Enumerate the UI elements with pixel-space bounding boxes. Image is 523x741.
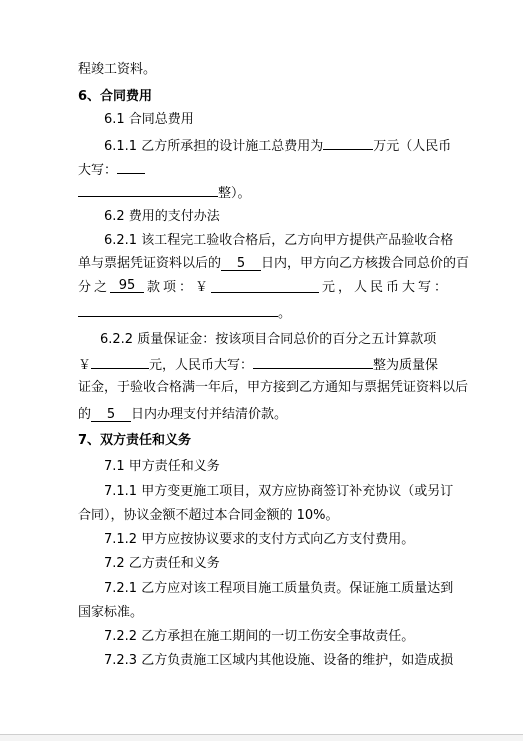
text-line: 分 之 95 款 项 ： ￥ 元 ， 人 民 币 大 写 ： [78,278,447,295]
page-bottom-edge [0,734,523,741]
text-line: 整）。 [78,183,251,203]
text-line: 证金，于验收合格满一年后，甲方接到乙方通知与票据凭证资料以后 [78,380,469,395]
text-line: 7.2.3 乙方负责施工区域内其他设施、设备的维护，如造成损 [104,653,454,668]
text-line: 6.2.2 质量保证金：按该项目合同总价的百分之五计算款项 [100,332,437,347]
filled-field: 5 [221,257,261,271]
filled-field: 95 [110,279,144,293]
blank-field [78,303,278,317]
text-line: 7.2.2 乙方承担在施工期间的一切工伤安全事故责任。 [104,629,415,644]
text-line: 7.2.1 乙方应对该工程项目施工质量负责。保证施工质量达到 [104,581,454,596]
text-line: 7.1.2 甲方应按协议要求的支付方式向乙方支付费用。 [104,532,415,547]
blank-field [253,355,373,369]
text-line: 大写： [78,160,145,180]
text-line: 6.1.1 乙方所承担的设计施工总费用为 万元（人民币 [104,136,451,156]
blank-field [211,279,319,293]
text-line: 。 [78,303,291,323]
text-line: 7.1.1 甲方变更施工项目，双方应协商签订补充协议（或另订 [104,484,454,499]
subsection-heading: 6.2 费用的支付办法 [104,209,220,224]
text-line: ￥ 元，人民币大写： 整为质量保 [78,355,438,375]
text-line: 单与票据凭证资料以后的 5 日内，甲方向乙方核拨合同总价的百 [78,256,470,271]
blank-field [78,183,218,197]
subsection-heading: 7.1 甲方责任和义务 [104,459,220,474]
section-heading: 6、合同费用 [78,89,153,104]
text-line: 的 5 日内办理支付并结清价款。 [78,407,288,422]
blank-field [91,355,149,369]
text-line: 合同），协议金额不超过本合同金额的 10%。 [78,508,339,523]
blank-field [323,136,373,150]
blank-field [117,160,145,174]
text-line: 程竣工资料。 [78,62,157,77]
text-line: 6.2.1 该工程完工验收合格后，乙方向甲方提供产品验收合格 [104,233,454,248]
text-line: 国家标准。 [78,605,144,620]
filled-field: 5 [91,408,131,422]
subsection-heading: 7.2 乙方责任和义务 [104,556,220,571]
subsection-heading: 6.1 合同总费用 [104,112,194,127]
section-heading: 7、双方责任和义务 [78,433,192,448]
